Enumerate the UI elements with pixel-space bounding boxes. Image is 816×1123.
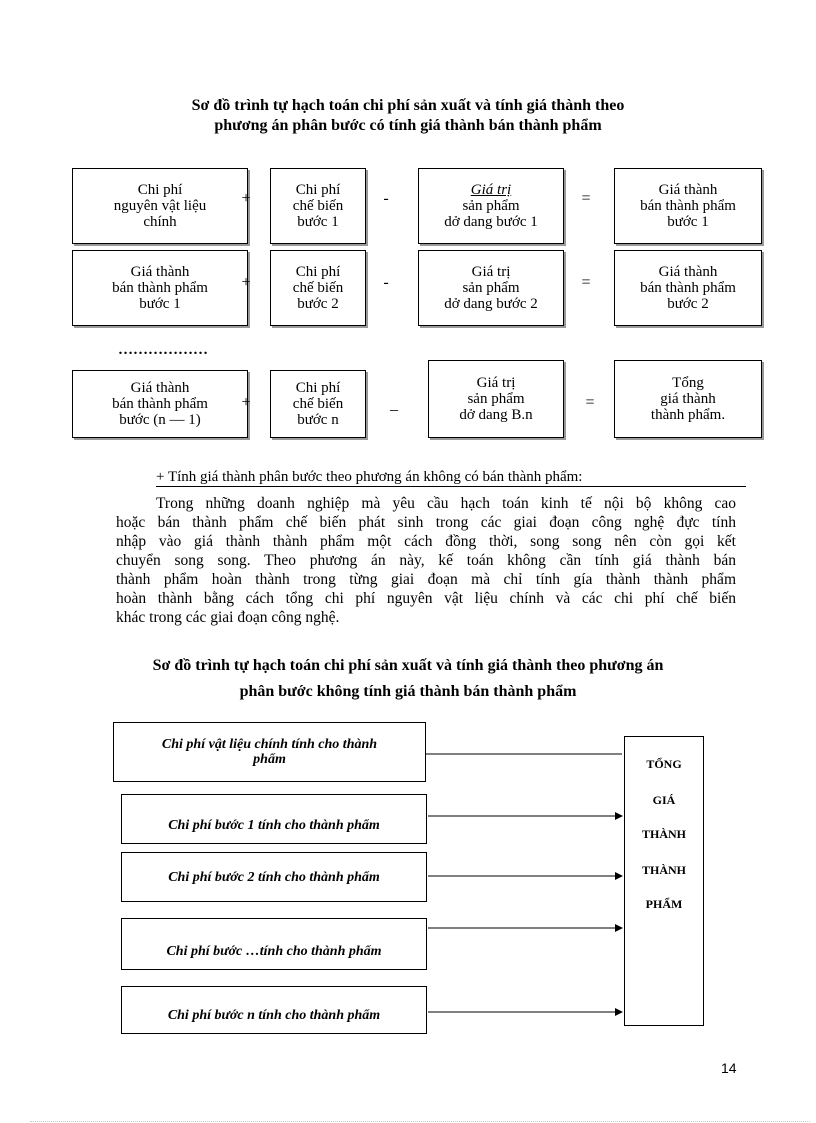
box-line: Giá thành [658, 182, 718, 198]
equals-operator: = [581, 190, 591, 207]
ellipsis: ……………… [118, 342, 208, 358]
paragraph-line: chuyển song song. Theo phương án này, kế toán không cần tính giá thành bán [116, 552, 736, 569]
box-line: dở dang bước 1 [444, 214, 538, 230]
box-line: bán thành phẩm [640, 280, 736, 296]
cost-box-label: Chi phí bước n tính cho thành phẩm [167, 1008, 381, 1023]
box-line: bước 1 [139, 296, 181, 312]
box-line: Giá trị [471, 264, 511, 280]
box-line: thành phẩm. [650, 407, 726, 423]
box-line: bước 1 [667, 214, 709, 230]
box-line: sản phẩm [462, 198, 520, 214]
plus-operator: + [241, 274, 251, 291]
box-line: dở dang bước 2 [444, 296, 538, 312]
box-line: bước n [297, 412, 339, 428]
page-number: 14 [721, 1060, 737, 1076]
minus-operator: - [383, 274, 389, 291]
minus-operator: _ [390, 396, 398, 413]
cost-box-label: Chi phí bước 2 tính cho thành phẩm [168, 869, 380, 885]
equals-operator: = [581, 274, 591, 291]
total-word: THÀNH [641, 863, 686, 877]
box-line: chế biến [292, 280, 344, 296]
diagram2-title-line2: phân bước không tính giá thành bán thành phẩm [239, 683, 577, 700]
diagram1-title-line1: Sơ đồ trình tự hạch toán chi phí sản xuất và tính giá thành theo [191, 97, 625, 114]
minus-operator: - [383, 190, 389, 207]
total-word: THÀNH [641, 827, 686, 841]
box-line: chính [143, 214, 177, 230]
box-line: nguyên vật liệu [113, 198, 207, 214]
box-line: giá thành [660, 391, 716, 407]
cost-box-label: Chi phí bước 1 tính cho thành phẩm [168, 818, 380, 833]
box-line: Chi phí [295, 380, 341, 396]
total-product-cost-box [624, 736, 704, 1026]
box-line: Chi phí [137, 182, 183, 198]
cost-box-label: Chi phí bước …tính cho thành phẩm [166, 944, 382, 959]
box-line: bước 2 [297, 296, 339, 312]
box-line: chế biến [292, 396, 344, 412]
cost-box-label: Chi phí vật liệu chính tính cho thành phẩm [161, 737, 378, 767]
box-line: Tổng [672, 375, 704, 391]
total-word: TỔNG [646, 757, 682, 771]
box-line: Chi phí [295, 182, 341, 198]
box-line: sản phẩm [467, 391, 525, 407]
plus-operator: + [241, 394, 251, 411]
cost-box-step1 [121, 794, 427, 844]
cost-box-material [113, 722, 426, 782]
total-word: PHẨM [645, 897, 683, 911]
box-line: Giá trị [476, 375, 516, 391]
cost-box-step-n [121, 986, 427, 1034]
paragraph-line: hoàn thành bằng cách tổng chi phí nguyên vật liệu chính và các chi phí chế biến [116, 590, 736, 607]
box-line: bước (n — 1) [119, 412, 201, 428]
box-line: Giá thành [130, 380, 190, 396]
box-line: chế biến [292, 198, 344, 214]
diagram2-title-line1: Sơ đồ trình tự hạch toán chi phí sản xuất và tính giá thành theo phương án [152, 657, 664, 674]
box-line: Chi phí [295, 264, 341, 280]
box-line: sản phẩm [462, 280, 520, 296]
box-line: Giá thành [658, 264, 718, 280]
section-subheading: + Tính giá thành phân bước theo phương án không có bán thành phẩm: [156, 468, 746, 487]
box-line: bán thành phẩm [640, 198, 736, 214]
diagram1-title-line2: phương án phân bước có tính giá thành bán thành phẩm [214, 117, 602, 134]
box-line: Giá thành [130, 264, 190, 280]
box-line: dở dang B.n [459, 407, 533, 423]
cost-box-step-ellipsis [121, 918, 427, 970]
paragraph-line: Trong những doanh nghiệp mà yêu cầu hạch toán kinh tế nội bộ không cao [156, 495, 736, 512]
box-line: bán thành phẩm [112, 280, 208, 296]
plus-operator: + [241, 190, 251, 207]
box-line: bước 2 [667, 296, 709, 312]
page-bottom-rule [30, 1121, 810, 1122]
cost-box-step2 [121, 852, 427, 902]
total-word: GIÁ [652, 793, 676, 807]
box-line: bước 1 [297, 214, 339, 230]
box-line: bán thành phẩm [112, 396, 208, 412]
equals-operator: = [585, 394, 595, 411]
paragraph-line: khác trong các giai đoạn công nghệ. [116, 609, 340, 626]
paragraph-line: thành phẩm hoàn thành trong từng giai đoạn mà chỉ tính gía thành thành phẩm [116, 571, 736, 588]
paragraph-line: nhập vào giá thành thành phẩm một cách đồng thời, song song nên còn gọi kết [116, 533, 736, 550]
paragraph-line: hoặc bán thành phẩm chế biến phát sinh trong các giai đoạn công nghệ đực tính [116, 514, 736, 531]
box-line: Giá trị [470, 182, 512, 198]
